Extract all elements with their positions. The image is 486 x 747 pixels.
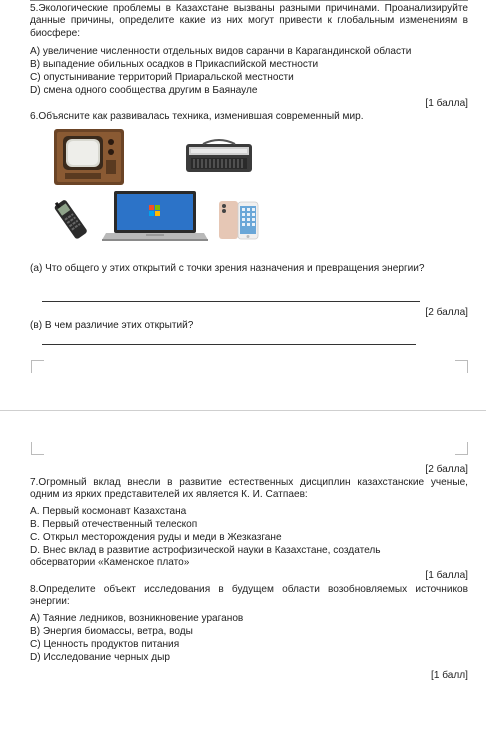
page-separator <box>0 410 486 411</box>
q5-option-c: С) опустынивание территорий Приаральской местности <box>30 72 294 83</box>
crop-mark-bottom-left <box>31 442 44 455</box>
q6-a-answer-line <box>42 301 420 302</box>
q6-b-text: (в) В чем различие этих открытий? <box>30 320 194 331</box>
crop-mark-bottom-right <box>455 442 468 455</box>
q8-option-a: А) Таяние ледников, возникновение ураганов <box>30 613 244 624</box>
q6-a-text: (а) Что общего у этих открытий с точки зрения назначения и превращения энергии? <box>30 263 425 274</box>
q7-option-c: С. Открыл месторождения руды и меди в Жезказгане <box>30 532 282 543</box>
q8-text: 8.Определите объект исследования в будущем области возобновляемых источников энергии: <box>30 584 468 608</box>
q5-text: 5.Экологические проблемы в Казахстане вызваны разными причинами. Проанализируйте данные причины, определите какие из них могут привести к глобальным изменениям в биосфере: <box>30 3 468 39</box>
top-rule <box>30 0 468 1</box>
q6-b-score: [2 балла] <box>425 464 468 475</box>
crop-mark-top-left <box>31 360 44 373</box>
smartphone-image <box>218 200 260 240</box>
q7-option-d: D. Внес вклад в развитие астрофизической науки в Казахстане, создатель обсерватории «Каменское плато» <box>30 545 381 569</box>
crop-mark-top-right <box>455 360 468 373</box>
q7-option-b: В. Первый отечественный телескоп <box>30 519 198 530</box>
q6-a-score: [2 балла] <box>425 307 468 318</box>
q5-score: [1 балла] <box>425 98 468 109</box>
q8-option-b: В) Энергия биомассы, ветра, воды <box>30 626 193 637</box>
page-bottom <box>0 422 486 747</box>
page-gap <box>0 400 486 422</box>
q5-option-d: D) смена одного сообщества другим в Баянауле <box>30 85 258 96</box>
q8-option-d: D) Исследование черных дыр <box>30 652 171 663</box>
q7-score: [1 балла] <box>425 570 468 581</box>
q6-b-answer-line <box>42 344 416 345</box>
q7-text: 7.Огромный вклад внесли в развитие естественных дисциплин казахстанские ученые, одним из ярких представителей их является К. И. Сатпаев: <box>30 477 468 501</box>
radio-image <box>185 138 253 174</box>
mobile-phone-image <box>48 197 94 239</box>
q8-option-c: С) Ценность продуктов питания <box>30 639 180 650</box>
q8-score: [1 балл] <box>431 670 468 681</box>
q6-text: 6.Объясните как развивалась техника, изменившая современный мир. <box>30 111 364 122</box>
q7-option-a: А. Первый космонавт Казахстана <box>30 506 187 517</box>
q5-option-b: В) выпадение обильных осадков в Прикаспийской местности <box>30 59 319 70</box>
q5-option-a: А) увеличение численности отдельных видов саранчи в Карагандинской области <box>30 46 412 57</box>
television-image <box>53 128 125 186</box>
laptop-image <box>102 190 208 242</box>
